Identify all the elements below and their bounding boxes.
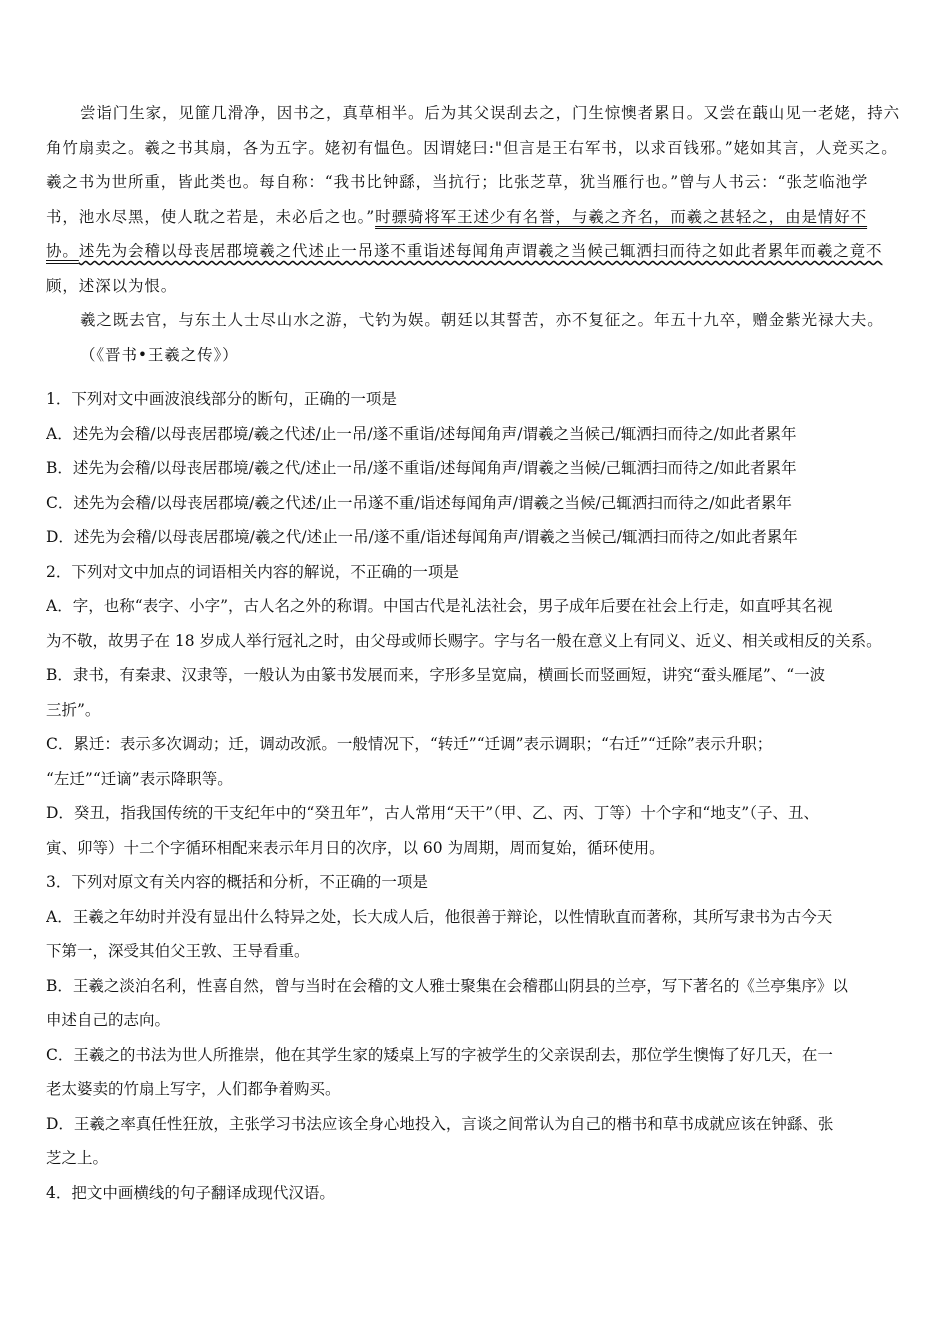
question-list	[46, 382, 926, 1210]
option-d-cont: 芝之上。	[46, 1149, 109, 1167]
passage-line: 角竹扇卖之。羲之书其扇，各为五字。姥初有愠色。因谓姥曰:"但言是王右军书，以求百钱邪。”姥如其言，人竞买之。	[46, 138, 898, 157]
option-d: D．癸丑，指我国传统的干支纪年中的“癸丑年”，古人常用“天干”（甲、乙、丙、丁等）十个字和“地支”（子、丑、	[46, 804, 819, 822]
option-a-cont: 为不敬，故男子在 18 岁成人举行冠礼之时，由父母或师长赐字。字与名一般在意义上有同义、近义、相关或相反的关系。	[46, 631, 882, 650]
option-c-cont: “左迁”“迁谪”表示降职等。	[46, 769, 233, 788]
option-d: D．王羲之率真任性狂放，主张学习书法应该全身心地投入，言谈之间常认为自己的楷书和草书成就应该在钟繇、张	[46, 1114, 834, 1133]
option-b-cont: 三折”。	[46, 700, 101, 719]
passage-paragraph-2: 羲之既去官，与东土人士尽山水之游，弋钓为娱。朝廷以其誓苦，亦不复征之。年五十九卒，赠金紫光禄大夫。	[80, 311, 884, 329]
option-b: B．王羲之淡泊名利，性喜自然，曾与当时在会稽的文人雅士聚集在会稽郡山阴县的兰亭，写下著名的《兰亭集序》以	[46, 976, 848, 995]
option-c: C．述先为会稽/以母丧居郡境/羲之代述/止一吊遂不重/诣述每闻角声/谓羲之当候/己辄洒扫而待之/如此者累年	[46, 493, 792, 512]
underlined-sentence: 时骠骑将军王述少有名誉，与羲之齐名，而羲之甚轻之，由是情好不	[375, 207, 868, 226]
passage-line: 顾，述深以为恨。	[46, 276, 178, 295]
question-stem: 1．下列对文中画波浪线部分的断句，正确的一项是	[46, 390, 397, 408]
option-a-cont: 下第一，深受其伯父王敦、王导看重。	[46, 942, 310, 960]
option-c: C．王羲之的书法为世人所推崇，他在其学生家的矮桌上写的字被学生的父亲误刮去，那位学生懊悔了好几天，在一	[46, 1045, 833, 1064]
passage-line: 羲之书为世所重，皆此类也。每自称：“我书比钟繇，当抗行；比张芝草，犹当雁行也。”曾与人书云：“张芝临池学	[46, 173, 869, 191]
option-c-cont: 老太婆卖的竹扇上写字，人们都争着购买。	[46, 1080, 341, 1098]
question-1	[46, 382, 926, 555]
passage-line	[46, 200, 906, 235]
classical-passage	[46, 96, 906, 372]
option-d: D．述先为会稽/以母丧居郡境/羲之代/述止一吊/遂不重/诣述每闻角声/谓羲之当候己/辄洒扫而待之/如此者累年	[46, 528, 798, 546]
question-3	[46, 865, 926, 1176]
underlined-sentence-end: 协。	[46, 242, 79, 260]
option-b: B．隶书，有秦隶、汉隶等，一般认为由篆书发展而来，字形多呈宽扁，横画长而竖画短，讲究“蚕头雁尾”、“一波	[46, 666, 826, 684]
passage-text: 书，池水尽黑，使人耽之若是，未必后之也。”	[46, 207, 376, 226]
question-stem: 4．把文中画横线的句子翻译成现代汉语。	[46, 1183, 335, 1202]
question-stem: 3．下列对原文有关内容的概括和分析，不正确的一项是	[46, 873, 428, 891]
passage-source: （《晋书•王羲之传》）	[80, 345, 239, 364]
option-b-cont: 申述自己的志向。	[46, 1011, 171, 1029]
passage-line	[46, 234, 906, 269]
wavy-underlined-passage: 述先为会稽以母丧居郡境羲之代述止一吊遂不重诣述每闻角声谓羲之当候己辄洒扫而待之如此者累年而羲之竟不	[78, 242, 883, 260]
question-2	[46, 555, 926, 866]
passage-line: 尝诣门生家，见篚几滑净，因书之，真草相半。后为其父误刮去之，门生惊懊者累日。又尝在蕺山见一老姥，持六	[80, 104, 901, 122]
option-d-cont: 寅、卯等）十二个字循环相配来表示年月日的次序，以 60 为周期，周而复始，循环使用。	[46, 838, 665, 857]
option-a: A．王羲之年幼时并没有显出什么特异之处，长大成人后，他很善于辩论，以性情耿直而著称，其所写隶书为古今天	[46, 907, 833, 926]
option-a: A．字，也称“表字、小字”，古人名之外的称谓。中国古代是礼法社会，男子成年后要在社会上行走，如直呼其名视	[46, 597, 833, 615]
option-c: C．累迁：表示多次调动；迁，调动改派。一般情况下，“转迁”“迁调”表示调职；“右迁”“迁除”表示升职；	[46, 735, 773, 753]
question-stem: 2．下列对文中加点的词语相关内容的解说，不正确的一项是	[46, 562, 459, 581]
option-a: A．述先为会稽/以母丧居郡境/羲之代述/止一吊/遂不重诣/述每闻角声/谓羲之当候己/辄洒扫而待之/如此者累年	[46, 424, 797, 443]
question-4	[46, 1176, 926, 1211]
option-b: B．述先为会稽/以母丧居郡境/羲之代/述止一吊/遂不重诣/述每闻角声/谓羲之当候/己辄洒扫而待之/如此者累年	[46, 459, 797, 477]
